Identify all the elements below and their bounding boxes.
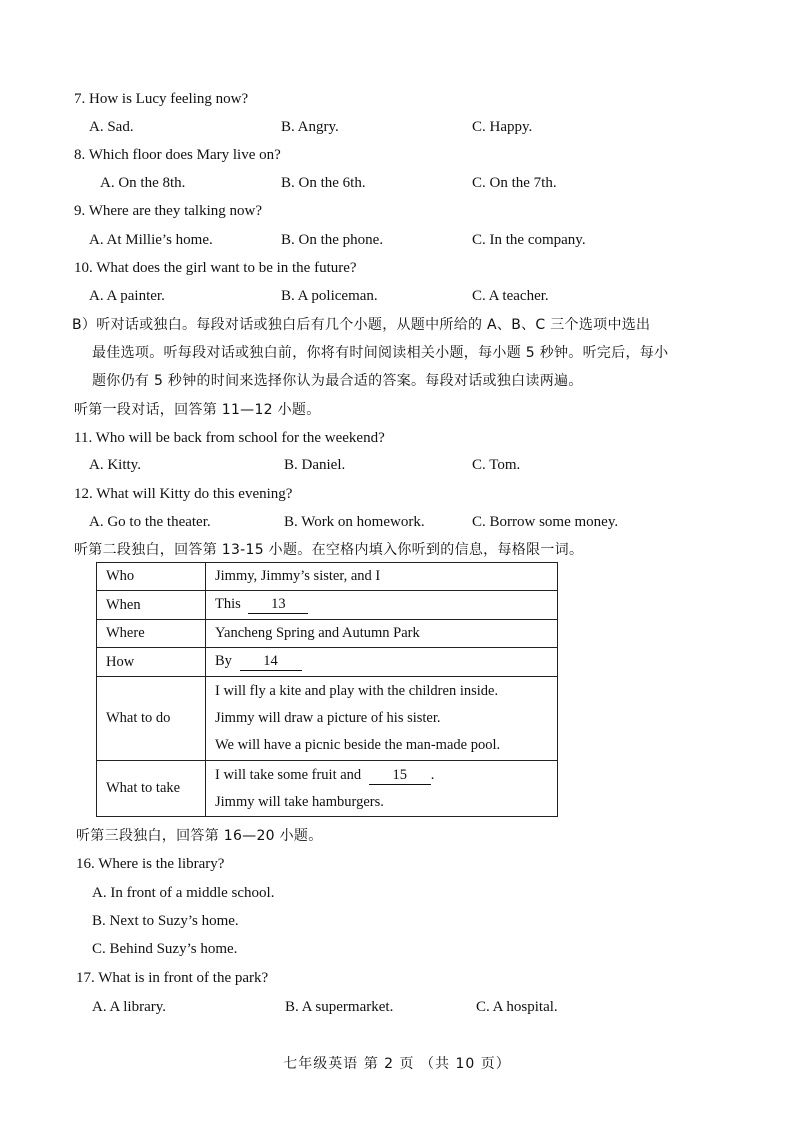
question-10-stem: 10. What does the girl want to be in the future? <box>74 260 357 276</box>
option-b: B. Angry. <box>281 119 339 135</box>
blank-13: 13 <box>248 596 308 614</box>
option-a: A. A painter. <box>89 288 165 304</box>
row-value <box>206 677 558 761</box>
option-c: C. Borrow some money. <box>472 514 619 530</box>
option-c: C. Tom. <box>472 457 521 473</box>
row-value <box>206 648 558 677</box>
blank-14: 14 <box>240 653 302 671</box>
table-row-how <box>97 648 558 677</box>
take-line: Jimmy will take hamburgers. <box>215 793 384 810</box>
page-footer: 七年级英语 第 2 页 （共 10 页） <box>283 1056 511 1072</box>
row-label: How <box>97 648 206 677</box>
question-8-options <box>0 173 794 193</box>
question-9-stem: 9. Where are they talking now? <box>74 203 262 219</box>
question-9-options <box>0 230 794 250</box>
question-7-stem: 7. How is Lucy feeling now? <box>74 91 249 107</box>
part-2-instruction: 听第二段独白，回答第 13-15 小题。在空格内填入你听到的信息，每格限一词。 <box>74 542 584 558</box>
option-a: A. Kitty. <box>89 457 141 473</box>
how-prefix: By <box>215 653 232 669</box>
option-c: C. On the 7th. <box>472 175 557 191</box>
question-11-stem: 11. Who will be back from school for the weekend? <box>74 430 385 446</box>
take-prefix: I will take some fruit and <box>215 766 362 783</box>
question-17-options <box>0 997 794 1017</box>
row-label: When <box>97 591 206 620</box>
row-value <box>206 591 558 620</box>
activity-line: We will have a picnic beside the man-made pool. <box>215 737 501 753</box>
question-12-stem: 12. What will Kitty do this evening? <box>74 486 293 502</box>
option-c: C. In the company. <box>472 232 586 248</box>
row-value: Jimmy, Jimmy’s sister, and I <box>206 563 558 591</box>
table-row-where <box>97 620 558 648</box>
table-row-what-to-do <box>97 677 558 761</box>
row-label: Where <box>97 620 206 648</box>
option-b: B. A policeman. <box>281 288 378 304</box>
table-row-who <box>97 563 558 591</box>
question-10-options <box>0 286 794 306</box>
take-period: . <box>430 766 435 783</box>
option-a: A. Go to the theater. <box>89 514 211 530</box>
question-7-options <box>0 117 794 137</box>
question-16-option-a: A. In front of a middle school. <box>92 885 275 901</box>
row-label: What to take <box>97 761 206 817</box>
question-12-options <box>0 512 794 532</box>
table-row-what-to-take <box>97 761 558 817</box>
option-c: C. Happy. <box>472 119 533 135</box>
option-c: C. A hospital. <box>476 999 558 1015</box>
question-11-options <box>0 455 794 475</box>
activity-line: I will fly a kite and play with the children inside. <box>215 683 499 699</box>
table-row-when <box>97 591 558 620</box>
take-line <box>215 762 548 789</box>
option-a: A. At Millie’s home. <box>89 232 213 248</box>
question-8-stem: 8. Which floor does Mary live on? <box>74 147 281 163</box>
section-b-instruction-line-3: 题你仍有 5 秒钟的时间来选择你认为最合适的答案。每段对话或独白读两遍。 <box>92 373 583 389</box>
option-c: C. A teacher. <box>472 288 549 304</box>
section-b-instruction-line-2: 最佳选项。听每段对话或独白前，你将有时间阅读相关小题，每小题 5 秒钟。听完后，每小 <box>92 345 669 361</box>
option-b: B. A supermarket. <box>285 999 394 1015</box>
question-16-stem: 16. Where is the library? <box>76 856 225 872</box>
option-a: A. Sad. <box>89 119 134 135</box>
option-a: A. On the 8th. <box>100 175 186 191</box>
section-b-instruction-line-1: B）听对话或独白。每段对话或独白后有几个小题，从题中所给的 A、B、C 三个选项中选出 <box>72 317 651 333</box>
option-b: B. Work on homework. <box>284 514 425 530</box>
option-a: A. A library. <box>92 999 167 1015</box>
option-b: B. On the phone. <box>281 232 384 248</box>
part-1-instruction: 听第一段对话，回答第 11—12 小题。 <box>74 402 321 418</box>
row-value: Yancheng Spring and Autumn Park <box>206 620 558 648</box>
when-prefix: This <box>215 596 241 612</box>
row-value <box>206 761 558 817</box>
blank-15: 15 <box>369 767 431 785</box>
activity-line: Jimmy will draw a picture of his sister. <box>215 710 441 726</box>
part-3-instruction: 听第三段独白，回答第 16—20 小题。 <box>76 828 323 844</box>
info-table <box>96 562 558 817</box>
question-16-option-b: B. Next to Suzy’s home. <box>92 913 239 929</box>
option-b: B. On the 6th. <box>281 175 366 191</box>
row-label: What to do <box>97 677 206 761</box>
row-label: Who <box>97 563 206 591</box>
question-16-option-c: C. Behind Suzy’s home. <box>92 941 238 957</box>
option-b: B. Daniel. <box>284 457 346 473</box>
question-17-stem: 17. What is in front of the park? <box>76 970 269 986</box>
